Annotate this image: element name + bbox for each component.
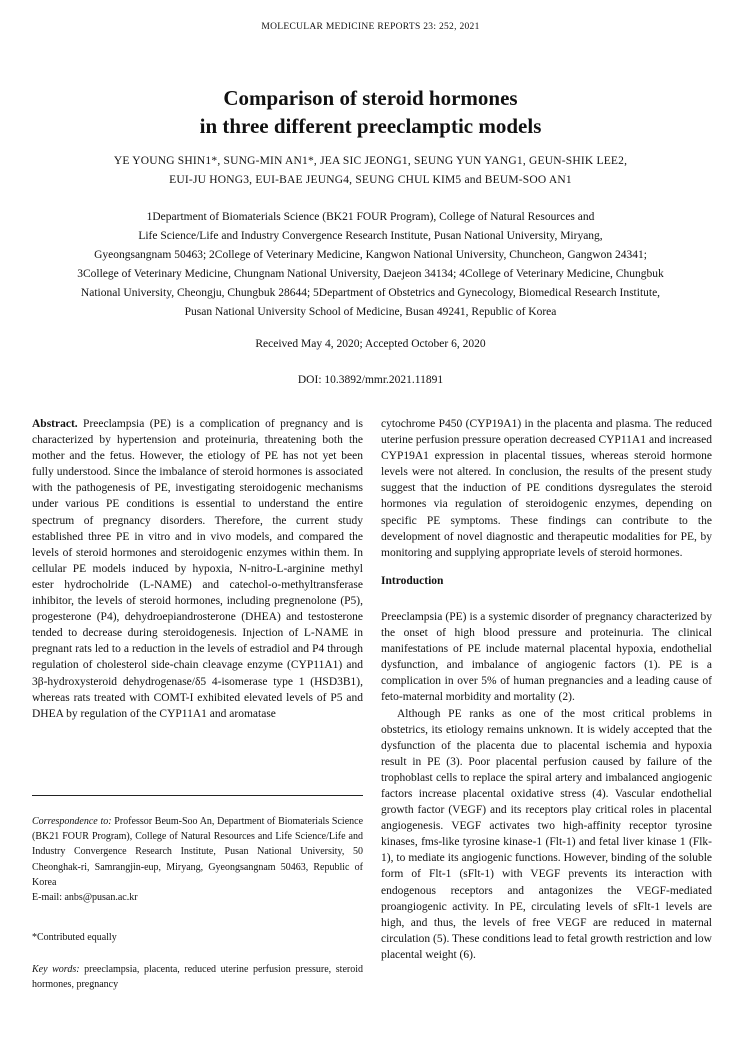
title-line-2: in three different preeclamptic models xyxy=(199,114,542,138)
footnote-divider xyxy=(32,795,363,796)
affiliation-line: 3College of Veterinary Medicine, Chungnam National University, Daejeon 34134; 4College of Veterinary Medicine, Chungbuk xyxy=(77,268,664,280)
affiliation-line: Gyeongsangnam 50463; 2College of Veterinary Medicine, Kangwon National University, Chuncheon, Gangwon 24341; xyxy=(94,249,647,261)
affiliation-line: National University, Cheongju, Chungbuk 28644; 5Department of Obstetrics and Gynecology, Biomedical Research Institute, xyxy=(80,287,661,299)
introduction-heading: Introduction xyxy=(381,574,444,587)
abstract-paragraph xyxy=(32,416,363,722)
keywords-label: Key words: xyxy=(32,964,80,975)
contributed-equally-note: *Contributed equally xyxy=(32,932,117,943)
correspondence-email[interactable]: E-mail: anbs@pusan.ac.kr xyxy=(32,892,138,904)
received-accepted-dates: Received May 4, 2020; Accepted October 6, 2020 xyxy=(255,338,486,350)
correspondence-label: Correspondence to: xyxy=(32,816,112,827)
author-line-1: YE YOUNG SHIN1*, SUNG-MIN AN1*, JEA SIC JEONG1, SEUNG YUN YANG1, GEUN-SHIK LEE2, xyxy=(113,155,628,167)
right-column xyxy=(381,416,712,963)
abstract-text-left: Preeclampsia (PE) is a complication of pregnancy and is characterized by hypertension and proteinuria, threatening both the mother and the fetus. However, the etiology of PE has not yet been fully understood. Since the imbalance of steroid hormones is associated with the pathogenesis of PE, investigating steroidogenic mechanisms under various PE conditions is essential to understand the entire spectrum of pregnancy disorders. Therefore, the current study established three PE in vitro and in vivo models, and compared the levels of steroid hormones and steroidogenic enzymes within them. In cellular PE models induced by hypoxia, N-nitro-L-arginine methyl ester hydrocholride (L-NAME) and catechol-o-methyltransferase inhibitor, the levels of steroid hormones, including pregnenolone (P5), progesterone (P4), dehydroepiandrosterone (DHEA) and testosterone tended to decrease during steroidogenesis. Injection of L-NAME in pregnant rats led to a reduction in the levels of estradiol and P4 through regulation of cholesterol side-chain cleavage enzyme (CYP11A1) and 3β-hydroxysteroid dehydrogenase/δ5 4-isomerase type 1 (HSD3B1), whereas rats treated with COMT-I exhibited elevated levels of P5 and DHEA by regulation of the CYP11A1 and aromatase xyxy=(32,418,363,720)
left-column xyxy=(32,416,363,722)
author-list xyxy=(40,152,701,190)
correspondence-text: Professor Beum-Soo An, Department of Biomaterials Science (BK21 FOUR Program), College of Natural Resources and Life Science/Life and Industry Convergence Research Institute, Pusan National University, 50 Cheonghak-ri, Samrangjin-eup, Miryang, Gyeongsangnam 50463, Republic of Korea xyxy=(32,816,364,888)
intro-paragraph-1: Preeclampsia (PE) is a systemic disorder of pregnancy characterized by the onset of high blood pressure and proteinuria. The clinical manifestations of PE include maternal placental hypoxia, endothelial dysfunction, and imbalance of angiogenic factors (1). PE is a complication in over 5% of human pregnancies and a leading cause of feto-maternal morbidity and mortality (2). xyxy=(381,610,712,704)
keywords-block xyxy=(32,962,363,992)
affiliation-line: 1Department of Biomaterials Science (BK21 FOUR Program), College of Natural Resources and xyxy=(146,211,595,223)
author-line-2: EUI-JU HONG3, EUI-BAE JEUNG4, SEUNG CHUL KIM5 and BEUM-SOO AN1 xyxy=(169,174,572,186)
affiliations xyxy=(30,208,711,322)
affiliation-line: Pusan National University School of Medicine, Busan 49241, Republic of Korea xyxy=(184,306,557,318)
intro-paragraph-2: Although PE ranks as one of the most critical problems in obstetrics, its etiology remains unknown. It is widely accepted that the dysfunction of the placenta due to placental ischemia and hypoxia result in PE (3). Poor placental perfusion caused by failure of the trophoblast cells to replace the spiral artery and imbalanced angiogenic factors increase placental oxidative stress (4). Vascular endothelial growth factor (VEGF) and its receptors play critical roles in placental angiogenesis. VEGF activates two high-affinity receptor tyrosine kinases, fms-like tyrosine kinase-1 (Flt-1) and fetal liver kinase 1 (Flk-1), to mediate its angiogenic functions. However, binding of the soluble form of Flt-1 (sFlt-1) with VEGF prevents its interaction with endogenous receptors and antagonizes the VEGF-mediated proangiogenic activity. In PE, circulating levels of sFlt-1 levels are high, and thus, the levels of free VEGF are reduced in maternal circulation (5). These conditions lead to fetal growth restriction and low placental weight (6). xyxy=(381,707,712,961)
affiliation-line: Life Science/Life and Industry Convergence Research Institute, Pusan National University, Miryang, xyxy=(138,230,603,242)
correspondence-block xyxy=(32,814,363,905)
article-title xyxy=(0,84,741,140)
title-line-1: Comparison of steroid hormones xyxy=(223,86,518,110)
journal-header: MOLECULAR MEDICINE REPORTS 23: 252, 2021 xyxy=(261,22,480,32)
doi-link[interactable]: DOI: 10.3892/mmr.2021.11891 xyxy=(297,374,444,386)
abstract-label: Abstract. xyxy=(32,418,78,430)
abstract-text-right: cytochrome P450 (CYP19A1) in the placenta and plasma. The reduced uterine perfusion pressure operation decreased CYP11A1 and increased CYP19A1 expression in placental tissues, whereas steroid hormone levels were not altered. In conclusion, the results of the present study suggest that the induction of PE conditions dysregulates the steroid hormones via regulation of steroidogenic enzymes, depending on specific PE symptoms. These findings can contribute to the development of novel diagnostic and therapeutic modalities for PE, by monitoring and supplying appropriate levels of steroid hormones. xyxy=(381,418,712,559)
keywords-text: preeclampsia, placenta, reduced uterine perfusion pressure, steroid hormones, pregnancy xyxy=(32,964,363,991)
